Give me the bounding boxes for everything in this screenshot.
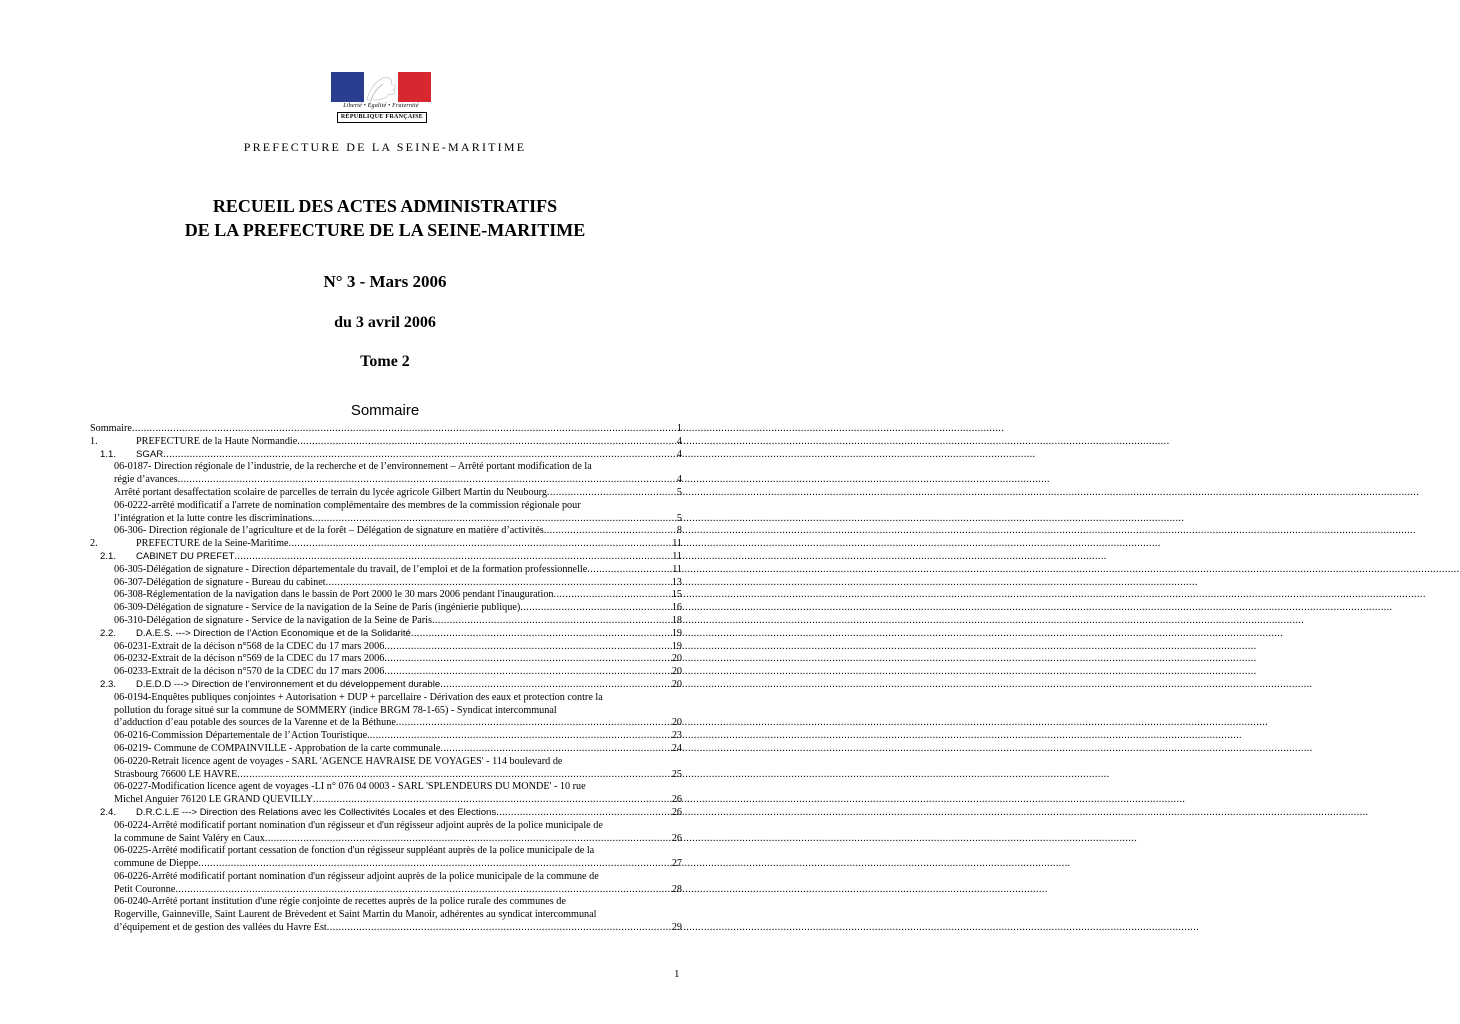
title-line-2: DE LA PREFECTURE DE LA SEINE-MARITIME [184,220,586,240]
document-title [0,194,770,242]
marianne-flag-icon [331,72,431,102]
toc-entry-06-0194[interactable]: 06-0194-Enquêtes publiques conjointes + Autorisation + DUP + parcellaire - Dérivation des eaux et protection contre la pollution du forage situé sur la commune de SOMMERY (indice BRGM 78-1-65) - Syndicat intercommunal d’adduction d’eau potable des sources de la Varenne et de la Béthune ..... 20 [90,692,682,730]
toc-entry-06-0233[interactable]: 06-0233-Extrait de la décison n°570 de la CDEC du 17 mars 2006 ..... 20 [90,666,682,679]
toc-subsection-2-4[interactable]: 2.4. D.R.C.L.E ---> Direction des Relations avec les Collectivités Locales et des Elections ..... 26 [90,807,682,820]
toc-entry-desaffectation[interactable]: Arrêté portant desaffectation scolaire de parcelles de terrain du lycée agricole Gilbert Martin du Neubourg ..... 5 [90,487,682,500]
toc-entry-06-305[interactable]: 06-305-Délégation de signature - Direction départementale du travail, de l’emploi et de la formation professionnelle ..... 11 [90,564,682,577]
table-of-contents [90,423,682,935]
issue-date: du 3 avril 2006 [334,314,436,331]
toc-entry-06-0225[interactable]: 06-0225-Arrêté modificatif portant cessation de fonction d'un régisseur suppléant auprès de la police municipale de la commune de Dieppe ..... 27 [90,845,682,871]
toc-entry-06-309[interactable]: 06-309-Délégation de signature - Service de la navigation de la Seine de Paris (ingénierie publique) ..... 16 [90,602,682,615]
toc-entry-06-0224[interactable]: 06-0224-Arrêté modificatif portant nomination d'un régisseur et d'un régisseur adjoint auprès de la police municipale de la commune de Saint Valéry en Caux ..... 26 [90,820,682,846]
toc-entry-06-0232[interactable]: 06-0232-Extrait de la décison n°569 de la CDEC du 17 mars 2006 ..... 20 [90,653,682,666]
toc-section-1[interactable]: 1. PREFECTURE de la Haute Normandie ..... 4 [90,436,682,449]
prefecture-header: PREFECTURE DE LA SEINE-MARITIME [243,140,527,154]
logo-republique-band: RÉPUBLIQUE FRANÇAISE [337,112,427,123]
tome-label: Tome 2 [360,353,410,370]
toc-entry-06-0187[interactable]: 06-0187- Direction régionale de l’industrie, de la recherche et de l’environnement – Arrêté portant modification de la régie d’avances ..... 4 [90,461,682,487]
toc-entry-06-307[interactable]: 06-307-Délégation de signature - Bureau du cabinet ..... 13 [90,577,682,590]
toc-entry-06-306[interactable]: 06-306- Direction régionale de l’agriculture et de la forêt – Délégation de signature en matière d’activités ..... 8 [90,525,682,538]
toc-entry-06-0227[interactable]: 06-0227-Modification licence agent de voyages -LI n° 076 04 0003 - SARL 'SPLENDEURS DU MONDE' - 10 rue Michel Anguier 76120 LE GRAND QUEVILLY ..... 26 [90,781,682,807]
toc-entry-06-0216[interactable]: 06-0216-Commission Départementale de l’Action Touristique. ..... 23 [90,730,682,743]
toc-entry-06-310[interactable]: 06-310-Délégation de signature - Service de la navigation de la Seine de Paris ..... 18 [90,615,682,628]
toc-entry-06-308[interactable]: 06-308-Réglementation de la navigation dans le bassin de Port 2000 le 30 mars 2006 pendant l'inauguration ..... 15 [90,589,682,602]
toc-entry-06-0226[interactable]: 06-0226-Arrêté modificatif portant nomination d'un régisseur adjoint auprès de la police municipale de la commune de Petit Couronne ..... 28 [90,871,682,897]
issue-number: N° 3 - Mars 2006 [323,272,447,291]
sommaire-heading: Sommaire [350,402,420,419]
toc-subsection-2-2[interactable]: 2.2. D.A.E.S. ---> Direction de l’Action Economique et de la Solidarité ..... 19 [90,628,682,641]
republique-francaise-logo [331,72,431,124]
page-number: 1 [674,968,680,980]
toc-entry-06-0220[interactable]: 06-0220-Retrait licence agent de voyages - SARL 'AGENCE HAVRAISE DE VOYAGES' - 114 boulevard de Strasbourg 76600 LE HAVRE ..... 25 [90,756,682,782]
toc-section-2[interactable]: 2. PREFECTURE de la Seine-Maritime ..... 11 [90,538,682,551]
toc-entry-06-0219[interactable]: 06-0219- Commune de COMPAINVILLE - Approbation de la carte communale ..... 24 [90,743,682,756]
toc-entry-sommaire[interactable]: Sommaire ..... 1 [90,423,682,436]
toc-entry-06-0240[interactable]: 06-0240-Arrêté portant institution d'une régie conjointe de recettes auprès de la police rurale des communes de Rogerville, Gainneville, Saint Laurent de Brèvedent et Saint Martin du Manoir, adhérentes au syndicat intercommunal d’équipement et de gestion des vallées du Havre Est ..... 29 [90,896,682,934]
toc-entry-06-0231[interactable]: 06-0231-Extrait de la décison n°568 de la CDEC du 17 mars 2006 ..... 19 [90,641,682,654]
logo-motto: Liberté • Égalité • Fraternité [343,103,419,109]
title-line-1: RECUEIL DES ACTES ADMINISTRATIFS [212,196,558,216]
toc-subsection-2-3[interactable]: 2.3. D.E.D.D ---> Direction de l’environnement et du développement durable ..... 20 [90,679,682,692]
toc-entry-06-0222[interactable]: 06-0222-arrêté modificatif a l'arrete de nomination complémentaire des membres de la commission régionale pour l’intégration et la lutte contre les discriminations ..... 5 [90,500,682,526]
toc-subsection-1-1[interactable]: 1.1. SGAR ..... 4 [90,449,682,462]
toc-subsection-2-1[interactable]: 2.1. CABINET DU PREFET ..... 11 [90,551,682,564]
